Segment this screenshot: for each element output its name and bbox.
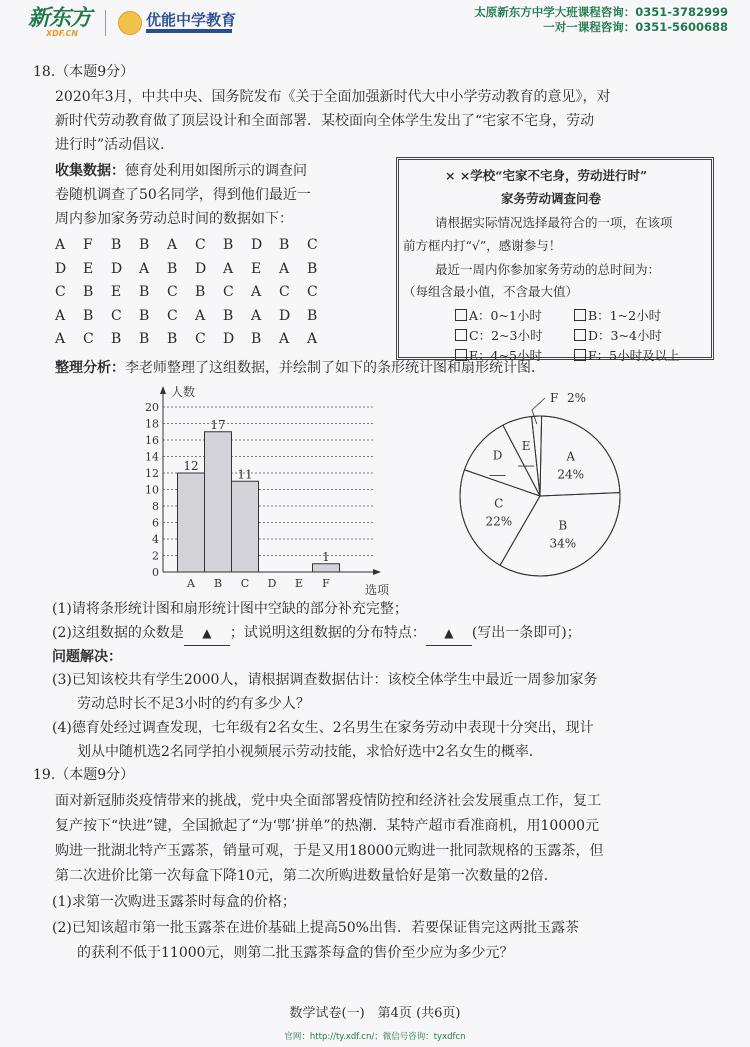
collect-line-1: 收集数据：德育处利用如图所示的调查问 [55, 163, 307, 179]
q18-intro-1: 2020年3月，中共中央、国务院发布《关于全面加强新时代大中小学劳动教育的意见》，对 [55, 89, 611, 105]
data-cell: A [279, 260, 290, 277]
data-cell: C [307, 237, 318, 253]
q19-body-1: 面对新冠肺炎疫情带来的挑战，党中央全面部署疫情防控和经济社会发展重点工作，复工 [55, 793, 601, 809]
q19-body-4: 第二次进价比第一次每盒下降10元，第二次所购进数量恰好是第一次数量的2倍． [55, 868, 558, 884]
data-cell: B [111, 237, 122, 253]
pie-label-e: E [521, 439, 531, 454]
bar-a [178, 473, 205, 572]
data-cell: A [55, 237, 66, 253]
collect-label: 收集数据： [55, 163, 125, 179]
data-cell: B [307, 307, 318, 324]
q18-sub4-a: (4)德育处经过调查发现，七年级有2名女生、2名男生在家务劳动中表现十分突出，现计 [52, 720, 594, 736]
y-tick-label: 18 [145, 417, 159, 431]
y-tick-label: 0 [152, 566, 159, 579]
pie-value-b: 34% [549, 536, 577, 551]
data-cell: A [223, 260, 234, 277]
checkbox-icon [455, 309, 467, 321]
pie-value-a: 24% [557, 467, 585, 482]
data-cell: A [251, 307, 262, 324]
y-tick-label: 10 [145, 483, 159, 497]
x-tick-label: C [240, 577, 250, 590]
y-tick-label: 12 [145, 467, 159, 480]
data-cell: D [251, 237, 263, 253]
data-cell: D [279, 307, 291, 324]
option-c[interactable]: C：2~3小时 [455, 326, 542, 344]
data-cell: B [83, 307, 94, 324]
x-tick-label: B [213, 577, 223, 590]
q18-sub1: (1)请将条形统计图和扇形统计图中空缺的部分补充完整； [52, 601, 408, 617]
q18-intro-2: 新时代劳动教育做了顶层设计和全面部署．某校面向全体学生发出了“宅家不宅身，劳动 [55, 113, 595, 129]
questionnaire-title-1: × ×学校“宅家不宅身，劳动进行时” [445, 168, 648, 183]
logo-divider [105, 10, 106, 36]
bar-b [205, 432, 232, 572]
data-cell: B [223, 237, 234, 253]
q19-body-3: 购进一批湖北特产玉露茶，销量可观，于是又用18000元购进一批同款规格的玉露茶，但 [55, 843, 604, 859]
data-cell: C [55, 284, 66, 300]
data-row [55, 237, 335, 261]
data-cell: B [139, 284, 150, 300]
header-contact [474, 5, 728, 35]
x-axis-arrow-icon [373, 569, 381, 575]
q18-sub4-b: 划从中随机选2名同学拍小视频展示劳动技能，求恰好选中2名女生的概率． [77, 744, 543, 760]
pie-value-c: 22% [485, 514, 513, 529]
q19-sub1: (1)求第一次购进玉露茶时每盒的价格； [52, 894, 296, 910]
data-cell: B [83, 284, 94, 300]
y-tick-label: 4 [152, 533, 159, 546]
option-a[interactable]: A：0~1小时 [455, 306, 542, 324]
data-cell: A [251, 284, 262, 300]
xdf-logo: 新东方 XDF.CN [28, 6, 92, 38]
contact-line-2: 一对一课程咨询：0351-5600688 [543, 20, 728, 34]
option-f[interactable]: F：5小时及以上 [574, 346, 680, 364]
data-cell: B [279, 237, 290, 253]
q18-title: 18.（本题9分） [33, 64, 135, 80]
data-row [55, 308, 335, 332]
bar-value-label: 1 [322, 549, 330, 564]
data-cell: C [279, 284, 290, 300]
youneng-logo-subline [146, 29, 232, 33]
q19-title: 19.（本题9分） [33, 767, 135, 783]
y-tick-label: 16 [145, 434, 159, 447]
analysis-line: 整理分析：李老师整理了这组数据，并绘制了如下的条形统计图和扇形统计图． [55, 360, 545, 376]
data-cell: C [307, 284, 318, 300]
y-tick-label: 20 [145, 401, 159, 414]
data-cell: A [195, 307, 206, 324]
x-tick-label: E [294, 577, 304, 590]
data-cell: E [251, 260, 262, 277]
questionnaire-instruction-2: 前方框内打“√”，感谢参与！ [403, 238, 562, 253]
site-footer: 官网：http://ty.xdf.cn/；微信号咨询：tyxdfcn [284, 1032, 466, 1042]
x-tick-label: A [187, 577, 195, 590]
data-cell: A [307, 331, 318, 347]
option-e[interactable]: E：4~5小时 [455, 346, 542, 364]
pie-chart [440, 380, 640, 590]
questionnaire-question: 最近一周内你参加家务劳动的总时间为： [435, 262, 661, 277]
analysis-label: 整理分析： [55, 360, 125, 376]
data-cell: F [83, 237, 93, 253]
checkbox-icon [574, 329, 586, 341]
y-tick-label: 14 [145, 450, 159, 464]
answer-blank-feature[interactable]: ▲ [426, 622, 472, 646]
solve-label: 问题解决： [52, 649, 122, 665]
answer-blank-mode[interactable]: ▲ [184, 622, 230, 646]
pie-label-c: C [494, 496, 504, 511]
data-cell: C [111, 307, 122, 324]
data-cell: A [167, 237, 178, 253]
y-tick-label: 2 [152, 549, 159, 563]
data-cell: B [195, 284, 206, 300]
data-row [55, 284, 335, 308]
data-cell: E [111, 284, 122, 300]
data-cell: B [251, 331, 262, 347]
bar-f [313, 564, 340, 572]
q18-sub3-a: (3)已知该校共有学生2000人，请根据调查数据估计：该校全体学生中最近一周参加家务 [52, 672, 598, 688]
data-cell: C [223, 284, 234, 300]
pie-label-f: F [550, 391, 559, 405]
data-cell: D [55, 260, 67, 277]
q18-sub3-b: 劳动总时长不足3小时的约有多少人？ [77, 696, 310, 712]
option-d[interactable]: D：3~4小时 [574, 326, 662, 344]
questionnaire-title-2: 家务劳动调查问卷 [501, 191, 602, 206]
data-row [55, 261, 335, 285]
checkbox-icon [455, 329, 467, 341]
questionnaire-instruction-1: 请根据实际情况选择最符合的一项，在该项 [435, 215, 673, 230]
data-cell: C [83, 331, 94, 347]
data-cell: B [307, 260, 318, 277]
data-cell: B [139, 237, 150, 253]
pie-label-a: A [566, 449, 576, 464]
data-cell: B [111, 331, 122, 347]
checkbox-icon [574, 349, 586, 361]
y-tick-label: 6 [152, 516, 159, 530]
collect-line-3: 周内参加家务劳动总时间的数据如下： [55, 211, 293, 227]
option-b[interactable]: B：1~2小时 [574, 306, 661, 324]
data-cell: D [223, 331, 235, 347]
q19-body-2: 复产按下“快进”键，全国掀起了“为‘鄂’拼单”的热潮．某特产超市看准商机，用10000元 [55, 818, 600, 834]
survey-data-grid [55, 237, 335, 355]
y-tick-label: 8 [152, 500, 159, 513]
data-cell: E [83, 260, 94, 277]
data-cell: D [195, 260, 207, 277]
data-cell: A [55, 331, 66, 347]
data-cell: A [139, 260, 150, 277]
pie-label-b: B [558, 518, 568, 533]
data-cell: C [167, 307, 178, 324]
pie-value-f: 2% [567, 391, 587, 405]
youneng-logo-icon [118, 11, 142, 35]
data-cell: B [167, 331, 178, 347]
y-axis-arrow-icon [160, 386, 166, 394]
bar-c [232, 481, 259, 572]
data-row [55, 331, 335, 355]
bar-chart [130, 378, 410, 598]
data-cell: A [279, 331, 290, 347]
data-cell: C [167, 284, 178, 300]
q19-sub2-b: 的获利不低于11000元，则第二批玉露茶每盒的售价至少应为多少元？ [77, 945, 514, 961]
data-cell: B [139, 331, 150, 347]
q18-intro-3: 进行时”活动倡议． [55, 137, 175, 153]
x-tick-label: F [322, 577, 330, 590]
x-axis-title: 选项 [365, 583, 390, 597]
y-axis-title: 人数 [171, 385, 196, 399]
questionnaire-box [396, 157, 714, 363]
data-cell: B [139, 307, 150, 324]
pie-label-d: D [492, 448, 503, 463]
data-cell: D [111, 260, 123, 277]
data-cell: C [195, 237, 206, 253]
bar-value-label: 12 [183, 459, 199, 473]
q18-sub2: (2)这组数据的众数是 ▲ ；试说明这组数据的分布特点： ▲ (写出一条即可)； [52, 622, 581, 646]
data-cell: B [167, 260, 178, 277]
data-cell: A [55, 307, 66, 324]
collect-line-2: 卷随机调查了50名同学，得到他们最近一 [55, 187, 311, 203]
page-footer: 数学试卷(一) 第4页 (共6页) [289, 1006, 461, 1021]
data-cell: B [223, 307, 234, 324]
bar-value-label: 11 [237, 467, 253, 482]
bar-value-label: 17 [210, 417, 226, 432]
q19-sub2-a: (2)已知该超市第一批玉露茶在进价基础上提高50%出售．若要保证售完这两批玉露茶 [52, 920, 579, 936]
youneng-logo-text: 优能中学教育 [146, 11, 237, 29]
data-cell: C [195, 331, 206, 347]
contact-line-1: 太原新东方中学大班课程咨询：0351-3782999 [474, 5, 728, 19]
x-tick-label: D [267, 577, 277, 590]
checkbox-icon [574, 309, 586, 321]
questionnaire-note: （每组含最小值，不含最大值） [403, 284, 579, 299]
